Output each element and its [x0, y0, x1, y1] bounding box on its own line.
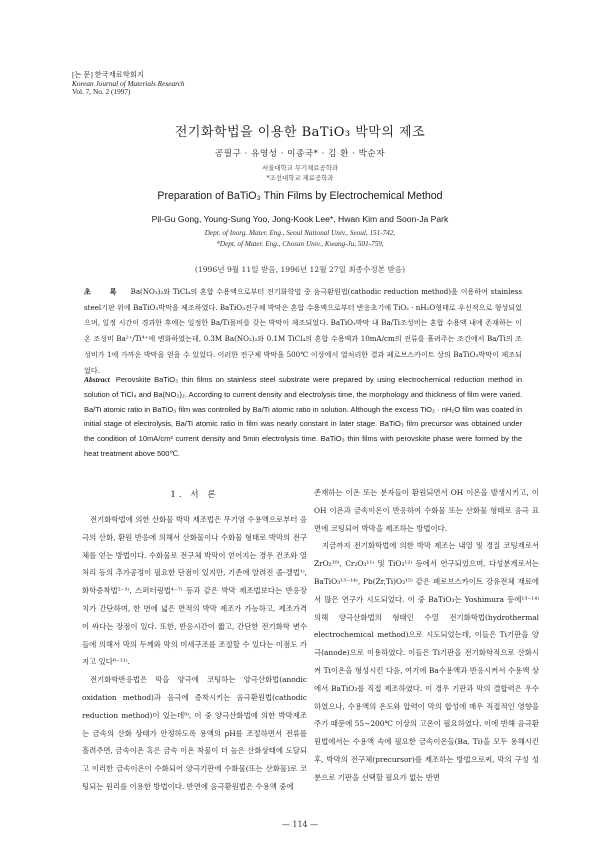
korean-authors: 공필구 · 유영성 · 이종국* · 김 환 · 박순자 [214, 149, 386, 159]
body-column-left [82, 484, 307, 796]
english-affiliation-2: *Dept. of Mater. Eng., Chosun Univ., Kwang-Ju, 501-759, [216, 240, 384, 248]
english-abstract [84, 373, 522, 462]
korean-abstract-label: 초 록 [84, 287, 125, 296]
page-number: — 114 — [281, 820, 319, 829]
korean-abstract [84, 284, 522, 378]
english-abstract-text: Perovskite BaTiO₃ thin films on stainless steel substrate were prepared by using electrochemical reduction method in solution of TiCl₄ and Ba(NO₃)₂. According to current density and electrolysis time, the morphology and thickness of film were varied. Ba/Ti atomic ratio in BaTiO₃ film was controlled by Ba/Ti atomic ratio in solution. Although the excess TiO₂ · nH₂O film was coated in initial stage of electrolysis, Ba/Ti atomic ratio in film was nearly constant in later stage. BaTiO₃ film precursor was obtained under the condition of 10mA/cm² current density and 5min electrolysis time. BaTiO₃ thin films with perovskite phase were formed by the heat treatment above 500℃. [84, 375, 522, 458]
english-abstract-label: Abstract [84, 375, 110, 384]
english-title: Preparation of BaTiO₃ Thin Films by Electrochemical Method [157, 190, 443, 202]
body-paragraph: 전기화학법에 의한 산화물 박막 제조법은 무기염 수용액으로부터 음극의 산화, 환원 반응에 의해서 산화물이나 수화물 형태로 박막의 전구체를 얻는 방법이다. 수화물로 전구체 박막이 얻어지는 경우 건조와 열처리 등의 추가공정이 필요한 단점이 있지만, 기존에 알려진 졸-겔법¹⁾, 화학증착법²⁻³⁾, 스퍼터링법⁴⁻⁷⁾ 등과 같은 박막 제조법보다는 반응장치가 간단하며, 한 번에 넓은 면적의 박막 제조가 가능하고, 제조가격이 싸다는 장점이 있다. 또한, 반응시간이 짧고, 간단한 전기화학 변수들에 의해서 막의 두께와 막의 미세구조를 조절할 수 있다는 이점도 가지고 있다⁸⁻¹¹⁾. [82, 515, 307, 667]
journal-line-ko: [논 문] 한국재료학회지 [72, 70, 144, 79]
received-date: (1996년 9월 11일 받음, 1996년 12월 27일 최종수정본 받음) [194, 265, 406, 274]
english-affiliation-1: Dept. of Inorg. Mater. Eng., Seoul National Univ., Seoul, 151-742, [204, 229, 396, 237]
korean-abstract-text: Ba(NO₃)₂와 TiCl₄의 혼합 수용액으로부터 전기화학법 중 음극환원법(cathodic reduction method)을 이용하여 stainless steel기판 위에 BaTiO₃박막을 제조하였다. BaTiO₃전구체 박막은 혼합 수용액으로부터 반응초기에 TiO₂ · nH₂O형태로 우선적으로 형성되었으며, 일정 시간이 경과한 후에는 일정한 Ba/Ti몰비를 갖는 박막이 제조되었다. BaTiO₃박막 내 Ba/Ti조성비는 혼합 수용액 내에 존재하는 이온 조성비 Ba²⁺/Ti⁴⁺에 변화하였는데, 0.3M Ba(NO₃)₂와 0.1M TiCl₄의 혼합 수용액과 10mA/cm의 전류를 흘려주는 조건에서 Ba/Ti의 조성비가 1에 가까운 박막을 얻을 수 있었다. 이러한 전구체 박막을 500℃ 이상에서 열처리한 결과 페로브스카이트 상의 BaTiO₃박막이 제조되었다. [84, 287, 522, 375]
korean-affiliation-1: 서울대학교 무기재료공학과 [261, 164, 339, 172]
body-paragraph: 존재하는 이온 또는 분자들이 환원되면서 OH 이온을 발생시키고, 이 OH 이온과 금속이온이 반응하여 수화물 또는 산화물 형태로 음극 표면에 코팅되어 박막을 제조하는 방법이다. [314, 488, 539, 533]
section-heading: 1. 서 론 [170, 490, 219, 500]
journal-line-en: Korean Journal of Materials Research [72, 78, 185, 88]
body-paragraph: 전기화학반응법은 막을 양극에 코팅하는 양극산화법(anodic oxidation method)과 음극에 증착시키는 음극환원법(cathodic reduction method)이 있는데⁹⁾, 이 중 양극산화법에 의한 박막제조는 금속의 산화 상태가 안정하도록 용액의 pH를 조절하면서 전류를 흘려주면, 금속이온 혹은 금속 이온 착물이 더 높은 산화상태에 도달되고 이러한 금속이온이 수화되어 양극기판에 수화물(또는 산화물)로 코팅되는 원리를 이용한 방법이다. 반면에 음극환원법은 수용액 중에 [82, 675, 307, 791]
korean-title: 전기화학법을 이용한 BaTiO₃ 박막의 제조 [174, 125, 426, 140]
body-paragraph: 지금까지 전기화학법에 의한 박막 제조는 내열 및 경질 코팅재로서 ZrO₂¹⁰⁾, Cr₂O₃¹¹⁾ 및 TiO₂¹²⁾ 등에서 연구되었으며, 다성분계로서는 BaTiO₃¹³⁻¹⁴⁾, Pb(Zr,Ti)O₃¹⁵⁾ 같은 페로브스카이트 강유전체 재료에서 많은 연구가 시도되었다. 이 중 BaTiO₃는 Yoshimura 등에¹³⁻¹⁴⁾ 의해 양극산화법의 형태인 수열 전기화학법(hydrothermal electrochemical method)으로 시도되었는데, 이들은 Ti기판을 양극(anode)으로 이용하였다. 이들은 Ti기판을 전기화학적으로 산화시켜 Ti이온을 형성시킨 다음, 여기에 Ba수용액과 반응시켜서 수용액 상에서 BaTiO₃를 직접 제조하였다. 이 경우 기판과 막의 결합력은 우수하였으나, 수용액의 온도와 압력이 막의 합성에 매우 직접적인 영향을 주기 때문에 55∼200℃ 이상의 고온이 필요하였다. 이에 반해 음극환원법에서는 수용액 속에 필요한 금속이온들(Ba, Ti)을 모두 용해시킨 후, 박막의 전구체(precursor)를 제조하는 방법으로써, 막의 구성 성분으로 기판을 선택할 필요가 없는 반면 [314, 541, 539, 782]
english-authors: Pil-Gu Gong, Young-Sung Yoo, Jong-Kook Lee*, Hwan Kim and Soon-Ja Park [151, 214, 449, 224]
journal-header [72, 71, 372, 97]
journal-volume: Vol. 7, No. 2 (1997) [72, 87, 131, 97]
body-column-right [314, 484, 539, 787]
korean-affiliation-2: *조선대학교 재료공학과 [266, 174, 334, 182]
